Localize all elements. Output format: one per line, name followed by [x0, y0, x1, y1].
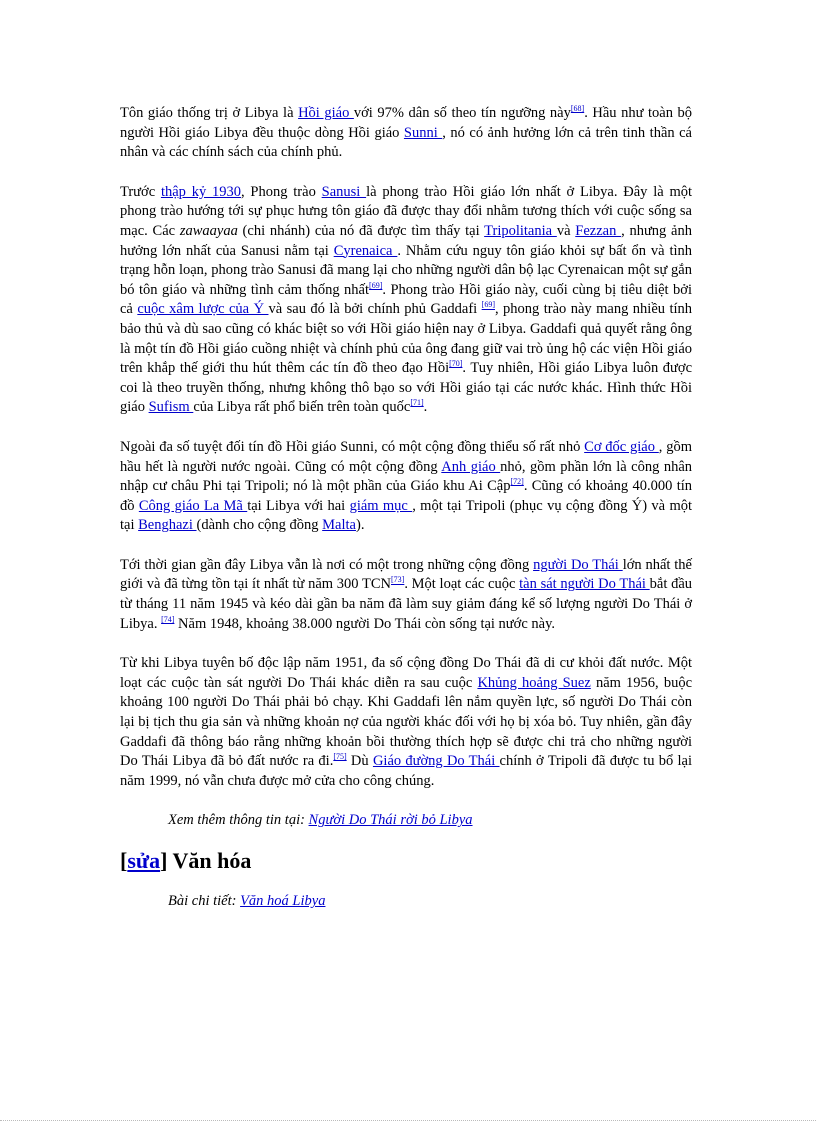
- link-cong-giao-la-ma[interactable]: Công giáo La Mã: [138, 497, 248, 514]
- article-body: [120, 104, 692, 911]
- link-sunni[interactable]: Sunni: [403, 124, 443, 141]
- paragraph-jewish-emigration: Từ khi Libya tuyên bố độc lập năm 1951, đa số cộng đồng Do Thái đã di cư khỏi đất nước. Một loạt các cuộc tàn sát người Do Thái khác diễn ra sau cuộc Khủng hoảng Suez năm 1956, buộc khoảng 100 người Do Thái phải bỏ chạy. Khi Gaddafi lên nắm quyền lực, số người Do Thái còn lại bị tịch thu gia sản và những khoản nợ của người khác đối với họ bị xóa bỏ. Tuy nhiên, gần đây Gaddafi đã thông báo rằng những khoản bồi thường thích hợp sẽ được chi trả cho những người Do Thái Libya đã bỏ đất nước ra đi.[75] Dù Giáo đường Do Thái chính ở Tripoli đã được tu bổ lại năm 1999, nó vẫn chưa được mở cửa cho công chúng.: [120, 655, 693, 789]
- ref-69[interactable]: [69]: [369, 280, 383, 290]
- link-cuoc-xam-luoc-cua-y[interactable]: cuộc xâm lược của Ý: [137, 301, 269, 318]
- page-bottom-divider: [0, 1120, 816, 1121]
- link-cyrenaica[interactable]: Cyrenaica: [333, 242, 398, 259]
- section-heading-van-hoa: [sửa] Văn hóa: [120, 848, 252, 874]
- link-hoi-giao[interactable]: Hồi giáo: [298, 105, 354, 121]
- link-benghazi[interactable]: Benghazi: [138, 517, 197, 534]
- link-van-hoa-libya[interactable]: Văn hoá Libya: [240, 893, 326, 910]
- link-giam-muc[interactable]: giám mục: [349, 497, 413, 514]
- ref-70[interactable]: [70]: [449, 359, 463, 369]
- ref-69b[interactable]: [69]: [481, 300, 495, 310]
- link-co-doc-giao[interactable]: Cơ đốc giáo: [584, 438, 659, 455]
- paragraph-religion-intro: Tôn giáo thống trị ở Libya là Hồi giáo với 97% dân số theo tín ngưỡng này[68]. Hầu như toàn bộ người Hồi giáo Libya đều thuộc dòng Hồi giáo Sunni , nó có ảnh hưởng lớn cả trên tinh thần cá nhân và các chính sách của chính phủ.: [120, 104, 693, 161]
- link-tan-sat-nguoi-do-thai[interactable]: tàn sát người Do Thái: [519, 576, 650, 593]
- link-khung-hoang-suez[interactable]: Khủng hoảng Suez: [477, 674, 591, 691]
- link-giao-duong-do-thai[interactable]: Giáo đường Do Thái: [372, 753, 500, 770]
- ref-75[interactable]: [75]: [333, 752, 347, 762]
- link-malta[interactable]: Malta: [322, 517, 356, 534]
- ref-74[interactable]: [74]: [161, 614, 175, 624]
- link-tripolitania[interactable]: Tripolitania: [484, 222, 557, 239]
- link-sanusi[interactable]: Sanusi: [321, 183, 367, 200]
- ref-68[interactable]: [68]: [570, 104, 585, 114]
- link-thap-ky-1930[interactable]: thập kỷ 1930: [160, 183, 241, 200]
- link-nguoi-do-thai-roi-bo-libya[interactable]: Người Do Thái rời bỏ Libya: [308, 812, 473, 829]
- link-nguoi-do-thai[interactable]: người Do Thái: [533, 556, 623, 573]
- ref-73[interactable]: [73]: [391, 575, 405, 585]
- ref-71[interactable]: [71]: [410, 398, 424, 408]
- main-article-note: Bài chi tiết: Văn hoá Libya: [168, 893, 326, 910]
- edit-section-link[interactable]: sửa: [127, 848, 161, 874]
- link-sufism[interactable]: Sufism: [148, 399, 194, 416]
- ref-72[interactable]: [72]: [510, 477, 524, 487]
- link-anh-giao[interactable]: Anh giáo: [441, 458, 501, 475]
- paragraph-jewish-community: Tới thời gian gần đây Libya vẫn là nơi có một trong những cộng đồng người Do Thái lớn nhất thế giới và đã từng tồn tại ít nhất từ năm 300 TCN[73]. Một loạt các cuộc tàn sát người Do Thái bắt đầu từ tháng 11 năm 1945 và kéo dài gần ba năm đã làm suy giảm đáng kể số lượng người Do Thái ở Libya. [74] Năm 1948, khoảng 38.000 người Do Thái còn sống tại nước này.: [120, 556, 693, 632]
- see-also-note: Xem thêm thông tin tại: Người Do Thái rời bỏ Libya: [168, 812, 473, 829]
- link-fezzan[interactable]: Fezzan: [575, 222, 622, 239]
- paragraph-minorities: Ngoài đa số tuyệt đối tín đồ Hồi giáo Sunni, có một cộng đồng thiểu số rất nhỏ Cơ đốc giáo , gồm hầu hết là người nước ngoài. Cũng có một cộng đồng Anh giáo nhỏ, gồm phần lớn là công nhân nhập cư châu Phi tại Tripoli; nó là một phần của Giáo khu Ai Cập[72]. Cũng có khoảng 40.000 tín đồ Công giáo La Mã tại Libya với hai giám mục , một tại Tripoli (phục vụ cộng đồng Ý) và một tại Benghazi (dành cho cộng đồng Malta).: [120, 438, 693, 534]
- paragraph-sanusi: Trước thập kỷ 1930, Phong trào Sanusi là phong trào Hồi giáo lớn nhất ở Libya. Đây là một phong trào hướng tới sự phục hưng tôn giáo đã được thay đổi nhằm tương thích với cuộc sống sa mạc. Các zawaayaa (chi nhánh) của nó đã được tìm thấy tại Tripolitania và Fezzan , nhưng ảnh hưởng lớn nhất của Sanusi nằm tại Cyrenaica . Nhằm cứu nguy tôn giáo khỏi sự bất ổn và tình trạng hỗn loạn, phong trào Sanusi đã mang lại cho những người dân bộ lạc Cyrenaican một sự gắn bó tôn giáo và những tình cảm thống nhất[69]. Phong trào Hồi giáo này, cuối cùng bị tiêu diệt bởi cả cuộc xâm lược của Ý và sau đó là bởi chính phủ Gaddafi [69], phong trào này mang nhiều tính bảo thủ và dù sao cũng có khác biệt so với Hồi giáo hiện nay ở Libya. Gaddafi quả quyết rằng ông là một tín đồ Hồi giáo cuồng nhiệt và chính phủ của ông đang giữ vai trò ủng hộ các viện Hồi giáo trên khắp thế giới thu hút thêm các tín đồ theo đạo Hồi[70]. Tuy nhiên, Hồi giáo Libya luôn được coi là theo truyền thống, nhưng không thô bạo so với Hồi giáo tại các nước khác. Hình thức Hồi giáo Sufism của Libya rất phổ biến trên toàn quốc[71].: [120, 183, 693, 416]
